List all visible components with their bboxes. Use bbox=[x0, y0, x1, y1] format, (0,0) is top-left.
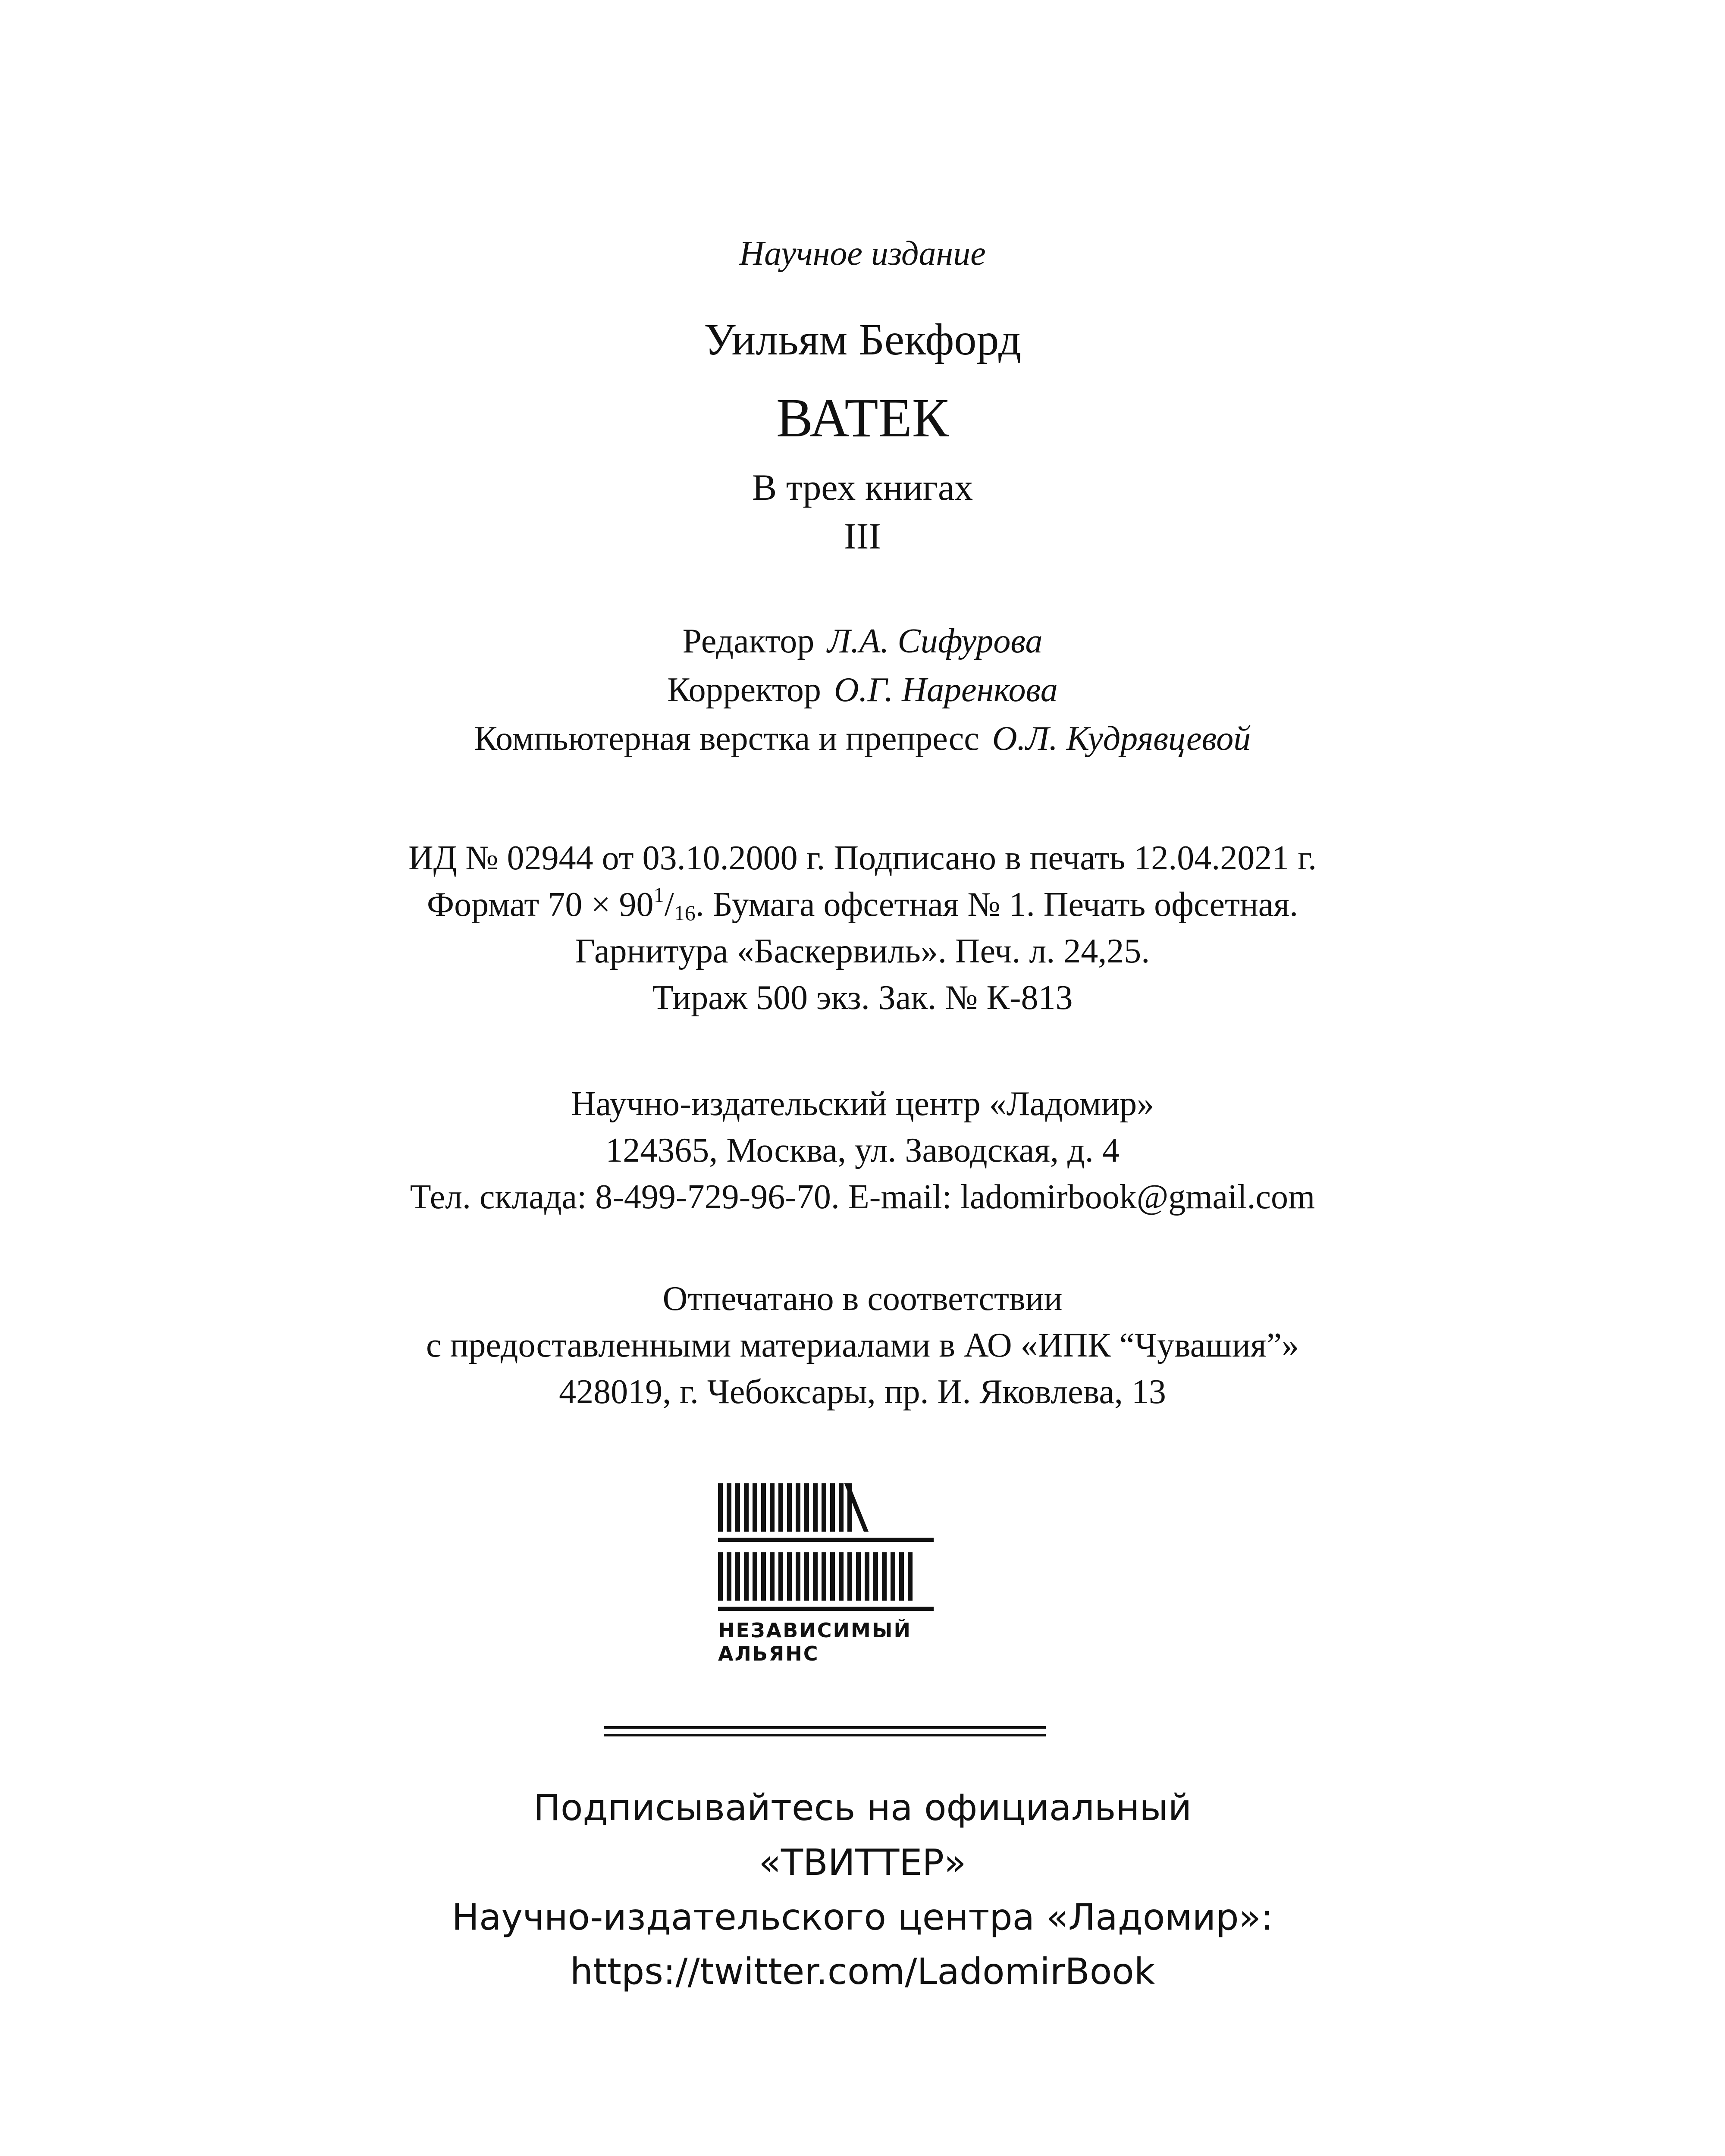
format-prefix: Формат 70 × 90 bbox=[427, 886, 654, 924]
publisher-contacts: Тел. склада: 8-499-729-96-70. E-mail: ladomirbook@gmail.com bbox=[410, 1178, 1315, 1216]
credit-editor bbox=[0, 624, 1725, 658]
volume-number: III bbox=[844, 515, 881, 557]
credit-layout bbox=[0, 721, 1725, 756]
separator-rule bbox=[604, 1734, 1046, 1736]
format-suffix: . Бумага офсетная № 1. Печать офсетная. bbox=[695, 886, 1298, 924]
shelf-rule bbox=[718, 1607, 934, 1611]
credit-person: О.Г. Наренкова bbox=[834, 671, 1058, 709]
credit-corrector bbox=[0, 673, 1725, 707]
printer-line-1: Отпечатано в соответствии bbox=[662, 1280, 1063, 1318]
credit-person: О.Л. Кудрявцевой bbox=[992, 720, 1251, 758]
promo-line-1: Подписывайтесь на официальный bbox=[533, 1786, 1192, 1829]
separator-rule bbox=[604, 1726, 1046, 1729]
imprint-format-line bbox=[0, 883, 1725, 925]
printer-line-2: с предоставленными материалами в АО «ИПК “Чувашия”» bbox=[426, 1326, 1299, 1364]
bookshelf-row bbox=[718, 1552, 916, 1601]
credit-role: Корректор bbox=[667, 671, 821, 709]
credit-person: Л.А. Сифурова bbox=[827, 622, 1043, 660]
printer-line-3: 428019, г. Чебоксары, пр. И. Яковлева, 13 bbox=[559, 1373, 1166, 1411]
logo-text-line-2: АЛЬЯНС bbox=[718, 1642, 819, 1665]
format-denominator: 16 bbox=[674, 901, 696, 925]
shelf-rule bbox=[718, 1538, 934, 1542]
book-subtitle: В трех книгах bbox=[752, 467, 973, 508]
alliance-logo bbox=[718, 1483, 942, 1664]
promo-twitter-link[interactable]: https://twitter.com/LadomirBook bbox=[570, 1950, 1155, 1993]
publisher-address: 124365, Москва, ул. Заводская, д. 4 bbox=[605, 1131, 1120, 1169]
promo-line-3: Научно-издательского центра «Ладомир»: bbox=[452, 1896, 1273, 1938]
credit-role: Компьютерная верстка и препресс bbox=[474, 720, 979, 758]
bookshelf-icon bbox=[718, 1483, 869, 1532]
format-slash: / bbox=[664, 886, 674, 924]
format-numerator: 1 bbox=[653, 883, 665, 907]
credit-role: Редактор bbox=[682, 622, 815, 660]
edition-type: Научное издание bbox=[739, 235, 986, 273]
logo-text-line-1: НЕЗАВИСИМЫЙ bbox=[718, 1619, 912, 1642]
promo-line-2: «ТВИТТЕР» bbox=[759, 1841, 966, 1883]
imprint-typeface-line: Гарнитура «Баскервиль». Печ. л. 24,25. bbox=[575, 932, 1150, 970]
author-name: Уильям Бекфорд bbox=[704, 315, 1021, 364]
imprint-id-line: ИД № 02944 от 03.10.2000 г. Подписано в печать 12.04.2021 г. bbox=[408, 839, 1317, 877]
publisher-name: Научно-издательский центр «Ладомир» bbox=[571, 1085, 1154, 1123]
book-title: ВАТЕК bbox=[776, 387, 949, 448]
imprint-run-line: Тираж 500 экз. Зак. № К-813 bbox=[652, 979, 1073, 1017]
